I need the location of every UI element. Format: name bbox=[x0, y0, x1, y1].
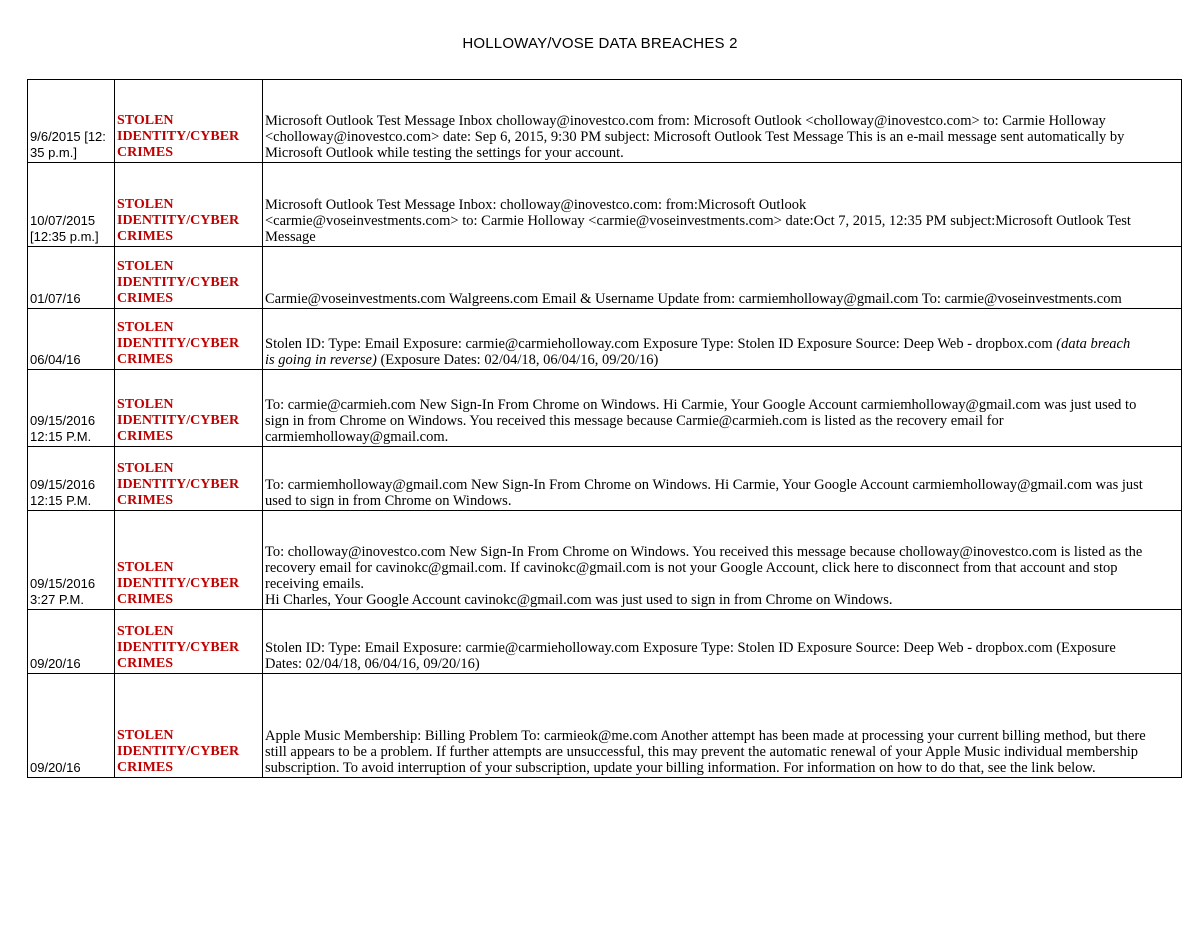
category-line: STOLEN bbox=[117, 259, 174, 274]
detail-line: Dates: 02/04/18, 06/04/16, 09/20/16) bbox=[265, 656, 480, 672]
category-line: CRIMES bbox=[117, 760, 174, 775]
category-line: IDENTITY/CYBER bbox=[117, 336, 240, 351]
date-cell bbox=[28, 447, 115, 511]
category-cell bbox=[115, 674, 263, 778]
detail-cell bbox=[263, 80, 1182, 163]
detail-cell bbox=[263, 511, 1182, 610]
detail-line: Stolen ID: Type: Email Exposure: carmie@carmieholloway.com Exposure Type: Stolen ID Exposure Source: Deep Web - dropbox.com (Exposure bbox=[265, 640, 1116, 656]
detail-cell bbox=[263, 163, 1182, 247]
date-line: 9/6/2015 [12: bbox=[30, 129, 106, 144]
detail-line: used to sign in from Chrome on Windows. bbox=[265, 493, 512, 509]
table-row bbox=[28, 511, 1182, 610]
detail-line: carmiemholloway@gmail.com. bbox=[265, 429, 449, 445]
detail-text: Stolen ID: Type: Email Exposure: carmie@carmieholloway.com Exposure Type: Stolen ID Exposure Source: Deep Web - dropbox.com bbox=[265, 336, 1057, 352]
date-line: 09/20/16 bbox=[30, 656, 81, 671]
category-line: IDENTITY/CYBER bbox=[117, 640, 240, 655]
detail-line: Microsoft Outlook Test Message Inbox cholloway@inovestco.com from: Microsoft Outlook <cholloway@inovestco.com> to: Carmie Holloway bbox=[265, 113, 1106, 129]
date-cell bbox=[28, 674, 115, 778]
detail-italic-note: (data breach bbox=[1056, 336, 1131, 352]
category-line: STOLEN bbox=[117, 320, 174, 335]
date-cell bbox=[28, 370, 115, 447]
date-line: 09/15/2016 bbox=[30, 413, 96, 428]
category-line: STOLEN bbox=[117, 197, 174, 212]
detail-line: Hi Charles, Your Google Account cavinokc@gmail.com was just used to sign in from Chrome on Windows. bbox=[265, 592, 893, 608]
detail-line: Message bbox=[265, 229, 316, 245]
category-cell bbox=[115, 247, 263, 309]
category-line: CRIMES bbox=[117, 352, 174, 367]
date-cell bbox=[28, 610, 115, 674]
category-line: CRIMES bbox=[117, 145, 174, 160]
category-line: IDENTITY/CYBER bbox=[117, 413, 240, 428]
detail-line: Apple Music Membership: Billing Problem To: carmieok@me.com Another attempt has been made at processing your current billing method, but there bbox=[265, 728, 1146, 744]
category-line: STOLEN bbox=[117, 728, 174, 743]
detail-line: <cholloway@inovestco.com> date: Sep 6, 2015, 9:30 PM subject: Microsoft Outlook Test Message This is an e-mail message sent automatically by bbox=[265, 129, 1125, 145]
detail-line: To: cholloway@inovestco.com New Sign-In From Chrome on Windows. You received this message because cholloway@inovestco.com is listed as the bbox=[265, 544, 1143, 560]
category-line: CRIMES bbox=[117, 229, 174, 244]
table-row bbox=[28, 610, 1182, 674]
table-row bbox=[28, 370, 1182, 447]
category-line: CRIMES bbox=[117, 291, 174, 306]
detail-cell bbox=[263, 247, 1182, 309]
category-line: CRIMES bbox=[117, 592, 174, 607]
category-line: STOLEN bbox=[117, 461, 174, 476]
date-line: 3:27 P.M. bbox=[30, 592, 84, 607]
date-line: 12:15 P.M. bbox=[30, 493, 92, 508]
date-line: 10/07/2015 bbox=[30, 213, 96, 228]
detail-line bbox=[265, 352, 1179, 368]
table-row bbox=[28, 247, 1182, 309]
detail-line: <carmie@voseinvestments.com> to: Carmie Holloway <carmie@voseinvestments.com> date:Oct 7, 2015, 12:35 PM subject:Microsoft Outlook Test bbox=[265, 213, 1131, 229]
detail-line: Carmie@voseinvestments.com Walgreens.com Email & Username Update from: carmiemholloway@gmail.com To: carmie@voseinvestments.com bbox=[265, 291, 1122, 307]
detail-line: receiving emails. bbox=[265, 576, 365, 592]
detail-line bbox=[265, 336, 1179, 352]
date-line: 12:15 P.M. bbox=[30, 429, 92, 444]
category-line: CRIMES bbox=[117, 656, 174, 671]
date-cell bbox=[28, 247, 115, 309]
date-line: 09/15/2016 bbox=[30, 576, 96, 591]
category-cell bbox=[115, 447, 263, 511]
date-cell bbox=[28, 511, 115, 610]
date-line: 06/04/16 bbox=[30, 352, 81, 367]
category-line: STOLEN bbox=[117, 113, 174, 128]
category-line: CRIMES bbox=[117, 429, 174, 444]
category-line: IDENTITY/CYBER bbox=[117, 744, 240, 759]
category-cell bbox=[115, 610, 263, 674]
date-line: 09/15/2016 bbox=[30, 477, 96, 492]
category-line: IDENTITY/CYBER bbox=[117, 477, 240, 492]
detail-line: To: carmie@carmieh.com New Sign-In From Chrome on Windows. Hi Carmie, Your Google Account carmiemholloway@gmail.com was just used to bbox=[265, 397, 1137, 413]
detail-cell bbox=[263, 610, 1182, 674]
category-cell bbox=[115, 370, 263, 447]
detail-cell bbox=[263, 309, 1182, 370]
category-line: CRIMES bbox=[117, 493, 174, 508]
date-line: 01/07/16 bbox=[30, 291, 81, 306]
category-cell bbox=[115, 80, 263, 163]
detail-cell bbox=[263, 447, 1182, 511]
category-line: IDENTITY/CYBER bbox=[117, 275, 240, 290]
category-line: STOLEN bbox=[117, 397, 174, 412]
detail-cell bbox=[263, 370, 1182, 447]
category-line: IDENTITY/CYBER bbox=[117, 576, 240, 591]
page-title: HOLLOWAY/VOSE DATA BREACHES 2 bbox=[462, 35, 738, 52]
category-cell bbox=[115, 511, 263, 610]
detail-text: (Exposure Dates: 02/04/18, 06/04/16, 09/20/16) bbox=[376, 352, 659, 368]
detail-cell bbox=[263, 674, 1182, 778]
category-cell bbox=[115, 163, 263, 247]
category-cell bbox=[115, 309, 263, 370]
detail-line: To: carmiemholloway@gmail.com New Sign-In From Chrome on Windows. Hi Carmie, Your Google Account carmiemholloway@gmail.com was just bbox=[265, 477, 1143, 493]
detail-line: subscription. To avoid interruption of your subscription, update your billing information. For information on how to do that, see the link below. bbox=[265, 760, 1096, 776]
detail-line: still appears to be a problem. If further attempts are unsuccessful, this may prevent the automatic renewal of your Apple Music individual membership bbox=[265, 744, 1138, 760]
detail-line: sign in from Chrome on Windows. You received this message because Carmie@carmieh.com is listed as the recovery email for bbox=[265, 413, 1004, 429]
breach-table bbox=[27, 79, 1182, 778]
detail-line: recovery email for cavinokc@gmail.com. If cavinokc@gmail.com is not your Google Account, click here to disconnect from that account and stop bbox=[265, 560, 1118, 576]
category-line: STOLEN bbox=[117, 560, 174, 575]
date-cell bbox=[28, 163, 115, 247]
date-cell bbox=[28, 309, 115, 370]
detail-line: Microsoft Outlook Test Message Inbox: cholloway@inovestco.com: from:Microsoft Outlook bbox=[265, 197, 807, 213]
table-row bbox=[28, 674, 1182, 778]
date-line: 35 p.m.] bbox=[30, 145, 77, 160]
category-line: IDENTITY/CYBER bbox=[117, 213, 240, 228]
table-row bbox=[28, 309, 1182, 370]
detail-line: Microsoft Outlook while testing the settings for your account. bbox=[265, 145, 624, 161]
category-line: IDENTITY/CYBER bbox=[117, 129, 240, 144]
category-line: STOLEN bbox=[117, 624, 174, 639]
date-line: [12:35 p.m.] bbox=[30, 229, 99, 244]
detail-italic-note: is going in reverse) bbox=[265, 352, 377, 368]
date-cell bbox=[28, 80, 115, 163]
table-row bbox=[28, 163, 1182, 247]
date-line: 09/20/16 bbox=[30, 760, 81, 775]
table-row bbox=[28, 80, 1182, 163]
table-row bbox=[28, 447, 1182, 511]
